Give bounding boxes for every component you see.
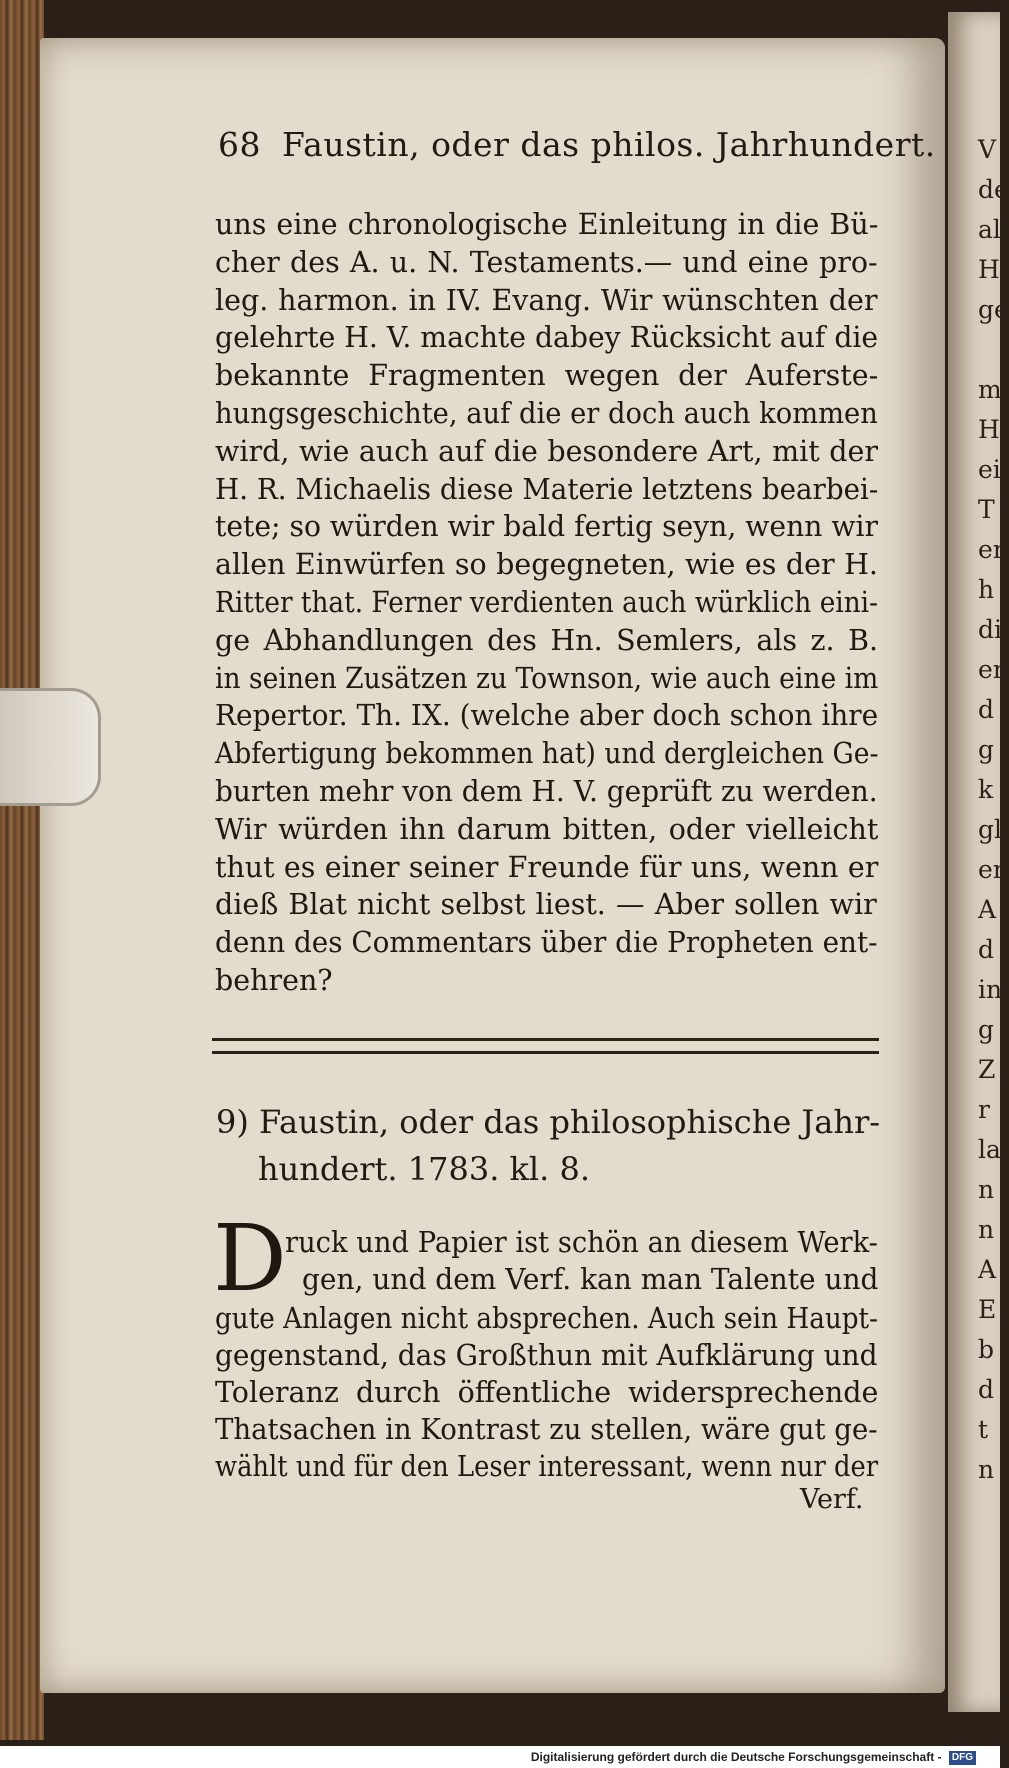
facing-page-fragment: er — [978, 535, 1005, 564]
running-title: Faustin, oder das philos. Jahrhundert. — [282, 125, 936, 164]
facing-page-fragment: di — [978, 615, 1002, 644]
text-line: tete; so würden wir bald fertig seyn, wenn wir — [215, 510, 879, 544]
facing-page-fragment: n — [978, 1455, 995, 1484]
facing-page-text — [978, 130, 1009, 1490]
text-line: gute Anlagen nicht absprechen. Auch sein Haupt- — [215, 1302, 878, 1335]
text-line: Wir würden ihn darum bitten, oder vielleicht — [215, 812, 879, 846]
facing-page-fragment: r — [978, 1095, 990, 1124]
text-line: gelehrte H. V. machte dabey Rücksicht auf die — [215, 321, 879, 355]
facing-page-fragment: h — [978, 575, 995, 604]
facing-page-fragment: Z — [978, 1055, 996, 1084]
catchword: Verf. — [800, 1484, 864, 1515]
facing-page-fragment: n — [978, 1175, 995, 1204]
text-line: ge Abhandlungen des Hn. Semlers, als z. B. — [215, 623, 879, 657]
text-line: Toleranz durch öffentliche widersprechende — [215, 1376, 879, 1409]
text-line: gen, und dem Verf. kan man Talente und — [302, 1263, 879, 1296]
text-line: uns eine chronologische Einleitung in die Bü- — [215, 208, 879, 241]
facing-page-fragment: in — [978, 975, 1003, 1004]
text-line: burten mehr von dem H. V. geprüft zu werden. — [215, 775, 878, 808]
facing-page-fragment: H — [978, 255, 1000, 284]
facing-page-fragment: gl — [978, 815, 1002, 844]
facing-page-fragment: V — [978, 135, 997, 164]
facing-page-fragment: er — [978, 855, 1005, 884]
facing-page-fragment: H — [978, 415, 1000, 444]
book-edge-left — [0, 0, 44, 1740]
text-line: gegenstand, das Großthun mit Aufklärung und — [215, 1339, 878, 1372]
text-line: Ritter that. Ferner verdienten auch würklich eini- — [215, 586, 878, 619]
text-line: behren? — [215, 964, 333, 997]
facing-page-fragment: g — [978, 1015, 995, 1044]
footer-credit — [531, 1750, 1000, 1764]
text-line: ruck und Papier ist schön an diesem Werk- — [285, 1226, 878, 1259]
facing-page-fragment: A — [978, 895, 997, 924]
facing-page-fragment: de — [978, 175, 1009, 204]
facing-page-fragment: T — [978, 495, 995, 524]
running-header — [218, 125, 936, 164]
facing-page-fragment: t — [978, 1415, 989, 1444]
facing-page-fragment: d — [978, 1375, 995, 1404]
facing-page-fragment: er — [978, 655, 1005, 684]
text-line: allen Einwürfen so begegneten, wie es der H. — [215, 548, 878, 582]
facing-page-fragment — [978, 330, 1000, 370]
facing-page-fragment: E — [978, 1295, 997, 1324]
entry-title-line-2: hundert. 1783. kl. 8. — [258, 1150, 591, 1188]
facing-page-fragment: b — [978, 1335, 995, 1364]
entry-title-line-1: 9) Faustin, oder das philosophische Jahr- — [216, 1103, 881, 1141]
text-line: denn des Commentars über die Propheten ent- — [215, 926, 878, 960]
facing-page-fragment: ei — [978, 455, 1001, 484]
facing-page-fragment: al — [978, 215, 1001, 244]
text-line: wird, wie auch auf die besondere Art, mit der — [215, 434, 878, 468]
text-line: thut es einer seiner Freunde für uns, wenn er — [215, 850, 879, 884]
text-line: Thatsachen in Kontrast zu stellen, wäre gut ge- — [215, 1413, 878, 1446]
page-number: 68 — [218, 125, 261, 164]
drop-cap: D — [213, 1205, 287, 1312]
facing-page-fragment: g — [978, 735, 995, 764]
facing-page-fragment: d — [978, 935, 995, 964]
text-line: hungsgeschichte, auf die er doch auch kommen — [215, 397, 878, 430]
text-line: wählt und für den Leser interessant, wenn nur der — [215, 1450, 879, 1483]
section-divider-rule — [212, 1038, 879, 1054]
facing-page-fragment: m — [978, 375, 1002, 404]
text-line: Repertor. Th. IX. (welche aber doch schon ihre — [215, 699, 879, 733]
footer-bar — [0, 1746, 1000, 1768]
page-clip-tab — [0, 688, 101, 806]
text-line: cher des A. u. N. Testaments.— und eine pro- — [215, 245, 878, 279]
dfg-logo: DFG — [949, 1751, 976, 1765]
facing-page-fragment: k — [978, 775, 994, 804]
facing-page-fragment: n — [978, 1215, 995, 1244]
facing-page-fragment: A — [978, 1255, 997, 1284]
facing-page-fragment: ge — [978, 295, 1009, 324]
text-line: H. R. Michaelis diese Materie letztens bearbei- — [215, 472, 879, 506]
text-line: dieß Blat nicht selbst liest. — Aber sollen wir — [215, 888, 877, 922]
footer-credit-text: Digitalisierung gefördert durch die Deutsche Forschungsgemeinschaft - — [530, 1750, 942, 1764]
facing-page-fragment: la — [978, 1135, 1001, 1164]
text-line: bekannte Fragmenten wegen der Auferste- — [215, 359, 879, 393]
text-line: Abfertigung bekommen hat) und dergleichen Ge- — [215, 737, 879, 771]
text-line: leg. harmon. in IV. Evang. Wir wünschten der — [215, 283, 878, 317]
facing-page-fragment: d — [978, 695, 995, 724]
text-line: in seinen Zusätzen zu Townson, wie auch eine im — [215, 661, 879, 695]
